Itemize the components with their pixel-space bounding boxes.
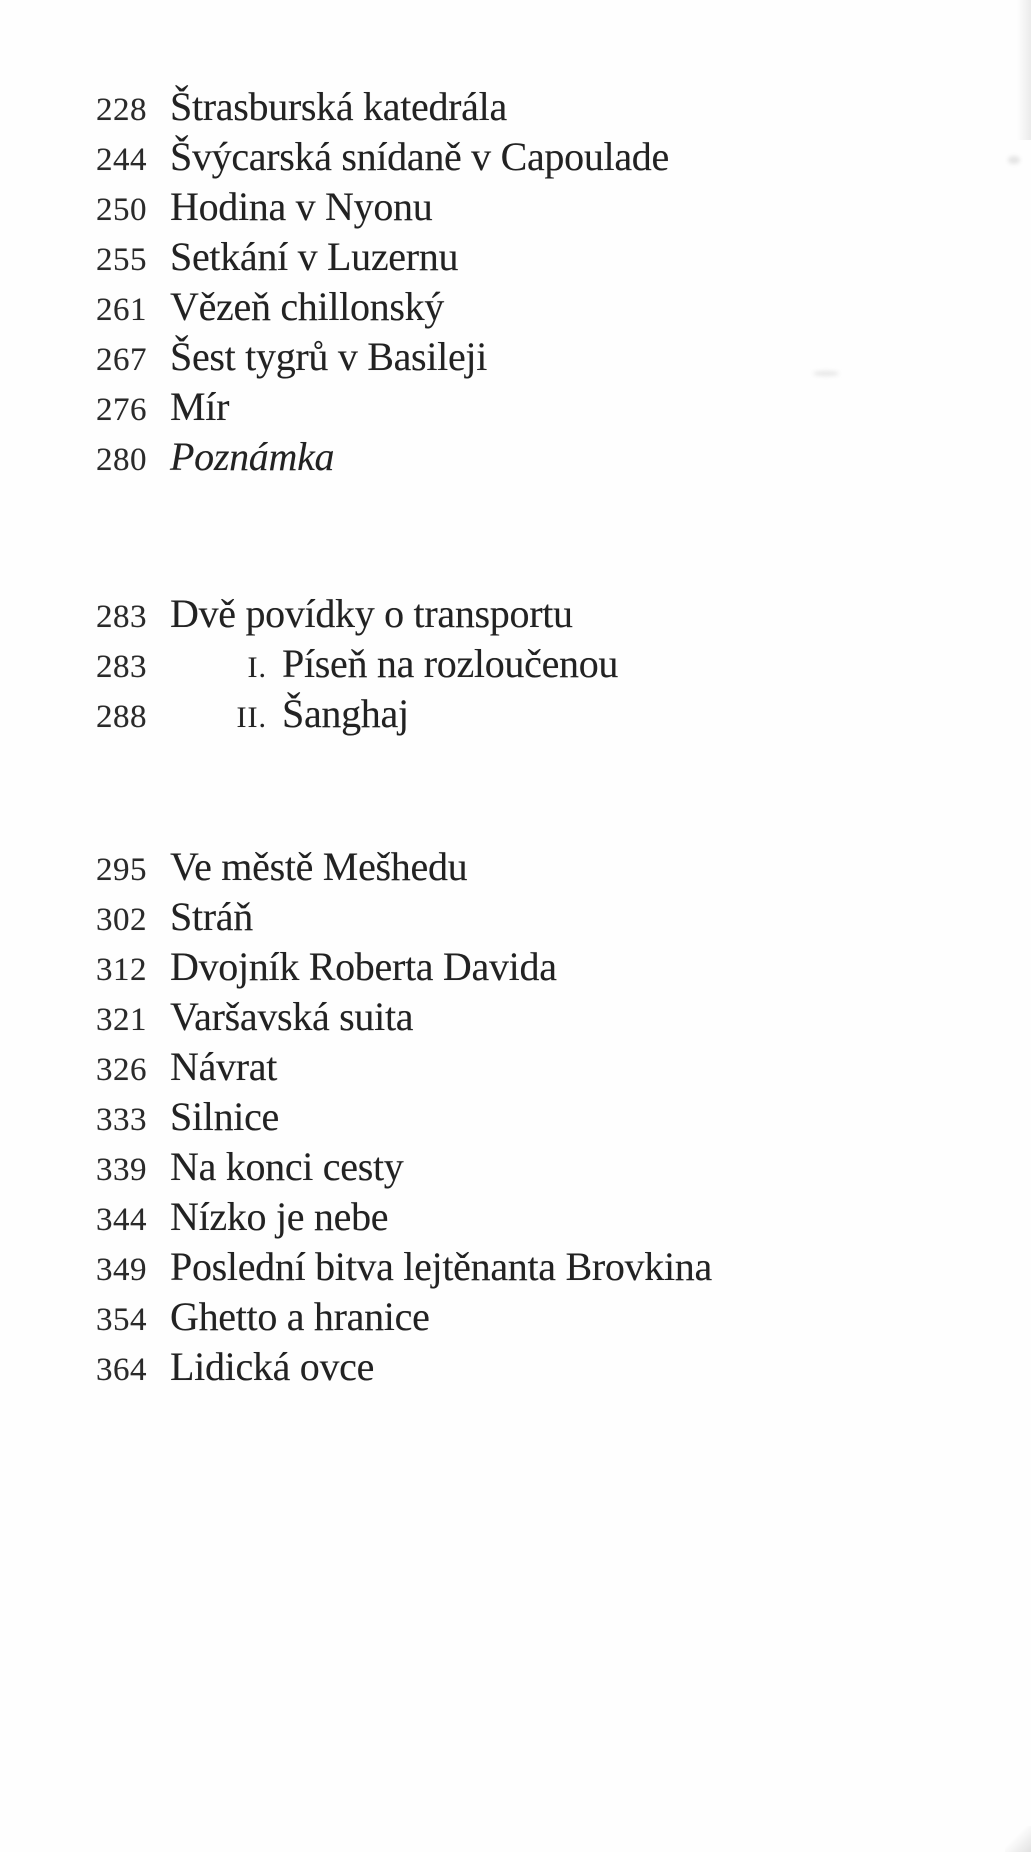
toc-entry-title-text: Nízko je nebe bbox=[170, 1194, 389, 1239]
toc-page-number: 321 bbox=[96, 1002, 147, 1038]
toc-page-number: 344 bbox=[96, 1202, 147, 1238]
toc-entry-title bbox=[170, 1242, 712, 1292]
toc-entry-title bbox=[170, 232, 458, 282]
toc-entry-title bbox=[170, 1142, 404, 1192]
toc-entry-title-text: Ve městě Mešhedu bbox=[170, 844, 468, 889]
toc-entry-title-text: Šanghaj bbox=[282, 691, 409, 736]
toc-subentry-numeral: I. bbox=[247, 651, 267, 684]
toc-entry-title-text: Silnice bbox=[170, 1094, 279, 1139]
toc-entry-title bbox=[170, 689, 409, 743]
toc-page-number: 283 bbox=[96, 649, 147, 685]
toc-entry bbox=[0, 1342, 1031, 1392]
toc-entry-title bbox=[170, 842, 467, 892]
toc-entry-title-text: Mír bbox=[170, 384, 230, 429]
scan-corner-artifact bbox=[1005, 1826, 1031, 1852]
toc-entry-title bbox=[170, 892, 253, 942]
toc-subentry-numeral: II. bbox=[236, 701, 267, 734]
toc-entry bbox=[0, 182, 1031, 232]
toc-entry bbox=[0, 589, 1031, 639]
toc-entry-title-text: Stráň bbox=[170, 894, 253, 939]
toc-entry bbox=[0, 1092, 1031, 1142]
toc-entry bbox=[0, 942, 1031, 992]
toc-page-number: 364 bbox=[96, 1352, 147, 1388]
toc-page-number: 339 bbox=[96, 1152, 147, 1188]
toc-page-number: 244 bbox=[96, 142, 147, 178]
toc-entry-title-text: Lidická ovce bbox=[170, 1344, 375, 1389]
toc-entry-title-text: Píseň na rozloučenou bbox=[282, 641, 619, 686]
toc-entry bbox=[0, 1242, 1031, 1292]
toc-entry bbox=[0, 992, 1031, 1042]
toc-entry-title bbox=[170, 1192, 388, 1242]
toc-page-number: 312 bbox=[96, 952, 147, 988]
toc-entry-title-text: Poznámka bbox=[170, 434, 335, 479]
toc-entry-title-text: Ghetto a hranice bbox=[170, 1294, 430, 1339]
toc-page-number: 302 bbox=[96, 902, 147, 938]
toc-entry bbox=[0, 639, 1031, 689]
toc-entry-title bbox=[170, 992, 413, 1042]
toc-entry-title bbox=[170, 1042, 277, 1092]
toc-entry-title bbox=[170, 432, 334, 482]
toc-entry bbox=[0, 232, 1031, 282]
toc-entry bbox=[0, 282, 1031, 332]
toc-entry-title-text: Poslední bitva lejtěnanta Brovkina bbox=[170, 1244, 712, 1289]
toc-entry bbox=[0, 432, 1031, 482]
toc-page-number: 326 bbox=[96, 1052, 147, 1088]
toc-entry bbox=[0, 842, 1031, 892]
toc-entry bbox=[0, 1292, 1031, 1342]
table-of-contents bbox=[0, 82, 1031, 1392]
toc-entry bbox=[0, 1142, 1031, 1192]
toc-entry-title bbox=[170, 589, 573, 639]
toc-entry-title-text: Setkání v Luzernu bbox=[170, 234, 459, 279]
toc-page-number: 261 bbox=[96, 292, 147, 328]
toc-page-number: 354 bbox=[96, 1302, 147, 1338]
toc-entry-title bbox=[170, 82, 507, 132]
toc-entry-title-text: Na konci cesty bbox=[170, 1144, 404, 1189]
toc-entry-title bbox=[170, 1092, 279, 1142]
toc-entry bbox=[0, 82, 1031, 132]
toc-entry bbox=[0, 1042, 1031, 1092]
toc-entry-title-text: Dvojník Roberta Davida bbox=[170, 944, 557, 989]
toc-entry-title-text: Návrat bbox=[170, 1044, 278, 1089]
toc-page-number: 295 bbox=[96, 852, 147, 888]
toc-page-number: 349 bbox=[96, 1252, 147, 1288]
toc-page-number: 280 bbox=[96, 442, 147, 478]
toc-entry bbox=[0, 689, 1031, 739]
toc-page-number: 333 bbox=[96, 1102, 147, 1138]
toc-entry bbox=[0, 132, 1031, 182]
toc-page-number: 228 bbox=[96, 92, 147, 128]
toc-group bbox=[0, 82, 1031, 482]
toc-entry-title bbox=[170, 132, 669, 182]
toc-entry-title bbox=[170, 182, 432, 232]
toc-group bbox=[0, 842, 1031, 1392]
toc-entry bbox=[0, 382, 1031, 432]
toc-entry-title-text: Hodina v Nyonu bbox=[170, 184, 433, 229]
toc-entry-title-text: Švýcarská snídaně v Capoulade bbox=[170, 134, 669, 179]
toc-page-number: 250 bbox=[96, 192, 147, 228]
toc-entry-title-text: Šest tygrů v Basileji bbox=[170, 334, 488, 379]
toc-entry-title-text: Varšavská suita bbox=[170, 994, 414, 1039]
toc-entry-title bbox=[170, 639, 618, 693]
toc-entry bbox=[0, 332, 1031, 382]
toc-entry-title-text: Vězeň chillonský bbox=[170, 284, 445, 329]
toc-entry-title bbox=[170, 382, 229, 432]
toc-page-number: 283 bbox=[96, 599, 147, 635]
toc-entry-title-text: Dvě povídky o transportu bbox=[170, 591, 573, 636]
toc-entry-title bbox=[170, 332, 487, 382]
toc-entry bbox=[0, 892, 1031, 942]
toc-group bbox=[0, 589, 1031, 739]
toc-page-number: 267 bbox=[96, 342, 147, 378]
toc-entry-title bbox=[170, 282, 444, 332]
toc-entry bbox=[0, 1192, 1031, 1242]
toc-entry-title bbox=[170, 1342, 374, 1392]
toc-entry-title-text: Štrasburská katedrála bbox=[170, 84, 507, 129]
toc-page-number: 276 bbox=[96, 392, 147, 428]
toc-entry-title bbox=[170, 1292, 430, 1342]
toc-page-number: 255 bbox=[96, 242, 147, 278]
toc-entry-title bbox=[170, 942, 557, 992]
toc-page-number: 288 bbox=[96, 699, 147, 735]
